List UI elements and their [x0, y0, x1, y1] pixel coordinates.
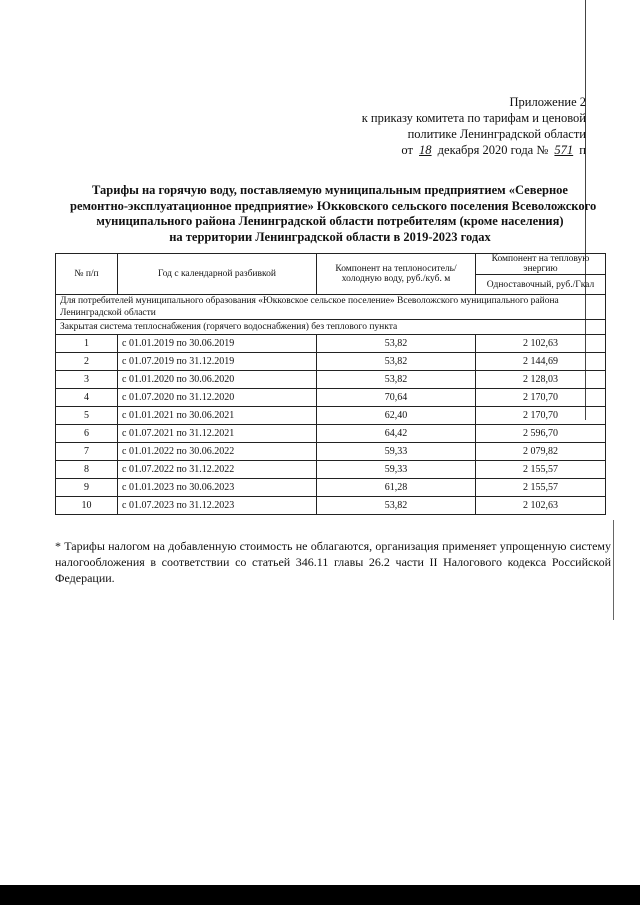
title-line: на территории Ленинградской области в 2019-2023 годах [169, 229, 491, 244]
cell-water: 59,33 [317, 461, 476, 479]
order-number: 571 [554, 143, 574, 157]
order-suffix: п [579, 143, 586, 157]
footnote: * Тарифы налогом на добавленную стоимость не облагаются, организация применяет упрощенную систему налогообложения в соответствии со статьей 346.11 главы 26.2 части II Налогового кодекса Российской Федерации. [55, 539, 611, 585]
cell-num: 5 [56, 407, 118, 425]
cell-num: 3 [56, 371, 118, 389]
cell-heat: 2 170,70 [476, 389, 606, 407]
group-label: Для потребителей муниципального образования «Юкковское сельское поселение» Всеволожского муниципального района Ленинградской области [56, 295, 606, 320]
header-num: № п/п [56, 254, 118, 295]
date-day: 18 [419, 143, 432, 157]
cell-water: 53,82 [317, 497, 476, 515]
cell-period: с 01.01.2021 по 30.06.2021 [118, 407, 317, 425]
cell-num: 2 [56, 353, 118, 371]
cell-num: 8 [56, 461, 118, 479]
cell-period: с 01.07.2020 по 31.12.2020 [118, 389, 317, 407]
table-row [56, 353, 606, 371]
cell-water: 62,40 [317, 407, 476, 425]
cell-heat: 2 170,70 [476, 407, 606, 425]
tariff-table [55, 253, 606, 515]
appendix-title: Приложение 2 [509, 95, 586, 109]
title-line: муниципального района Ленинградской области потребителям (кроме населения) [96, 214, 564, 228]
date-middle: декабря 2020 года № [437, 143, 549, 157]
cell-num: 6 [56, 425, 118, 443]
table-row [56, 389, 606, 407]
cell-heat: 2 102,63 [476, 497, 606, 515]
cell-num: 1 [56, 335, 118, 353]
cell-num: 9 [56, 479, 118, 497]
table-group-row [56, 295, 606, 320]
scan-bottom-border [0, 885, 640, 905]
table-row [56, 497, 606, 515]
table-row [56, 407, 606, 425]
cell-num: 4 [56, 389, 118, 407]
appendix-header [326, 94, 586, 158]
title-line: ремонтно-эксплуатационное предприятие» Юкковского сельского поселения Всеволожского [70, 198, 597, 213]
appendix-order-line: к приказу комитета по тарифам и ценовой [361, 111, 586, 125]
table-row [56, 371, 606, 389]
table-row [56, 425, 606, 443]
cell-heat: 2 144,69 [476, 353, 606, 371]
cell-water: 59,33 [317, 443, 476, 461]
date-prefix: от [401, 143, 413, 157]
cell-period: с 01.01.2023 по 30.06.2023 [118, 479, 317, 497]
cell-period: с 01.01.2020 по 30.06.2020 [118, 371, 317, 389]
header-heat-sub: Одноставочный, руб./Гкал [476, 275, 606, 295]
cell-heat: 2 079,82 [476, 443, 606, 461]
cell-period: с 01.07.2019 по 31.12.2019 [118, 353, 317, 371]
cell-period: с 01.01.2019 по 30.06.2019 [118, 335, 317, 353]
cell-heat: 2 155,57 [476, 479, 606, 497]
table-subgroup-row [56, 320, 606, 335]
cell-period: с 01.07.2021 по 31.12.2021 [118, 425, 317, 443]
cell-heat: 2 155,57 [476, 461, 606, 479]
cell-water: 53,82 [317, 353, 476, 371]
table-row [56, 461, 606, 479]
cell-period: с 01.01.2022 по 30.06.2022 [118, 443, 317, 461]
table-row [56, 479, 606, 497]
cell-period: с 01.07.2023 по 31.12.2023 [118, 497, 317, 515]
header-heat: Компонент на тепловую энергию [476, 254, 606, 275]
scan-artifact-line [613, 520, 614, 620]
cell-period: с 01.07.2022 по 31.12.2022 [118, 461, 317, 479]
appendix-date-line [326, 142, 586, 158]
table-row [56, 443, 606, 461]
cell-water: 53,82 [317, 371, 476, 389]
cell-water: 64,42 [317, 425, 476, 443]
cell-water: 53,82 [317, 335, 476, 353]
header-period: Год с календарной разбивкой [118, 254, 317, 295]
cell-num: 10 [56, 497, 118, 515]
cell-water: 70,64 [317, 389, 476, 407]
cell-num: 7 [56, 443, 118, 461]
header-water: Компонент на теплоноситель/ холодную воду, руб./куб. м [317, 254, 476, 295]
cell-heat: 2 102,63 [476, 335, 606, 353]
cell-heat: 2 596,70 [476, 425, 606, 443]
subgroup-label: Закрытая система теплоснабжения (горячего водоснабжения) без теплового пункта [56, 320, 606, 335]
cell-water: 61,28 [317, 479, 476, 497]
table-body [56, 335, 606, 515]
table-row [56, 335, 606, 353]
title-line: Тарифы на горячую воду, поставляемую муниципальным предприятием «Северное [92, 183, 568, 197]
cell-heat: 2 128,03 [476, 371, 606, 389]
document-title [70, 183, 597, 245]
table-header-row [56, 254, 606, 275]
appendix-committee-line: политике Ленинградской области [407, 127, 586, 141]
